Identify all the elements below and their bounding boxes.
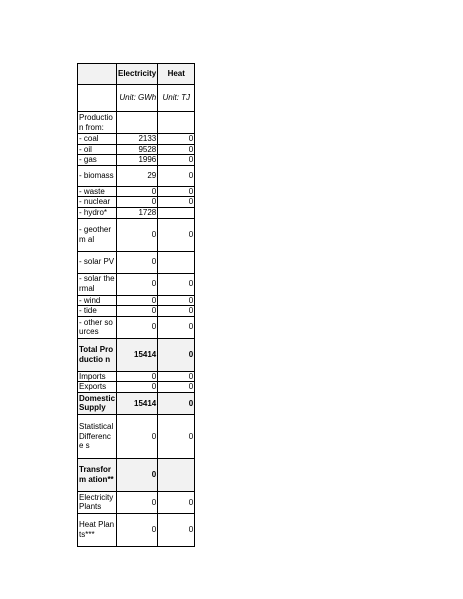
row-label: Domestic Supply	[79, 393, 116, 413]
row-electricity: 0	[117, 251, 158, 273]
row-label: - tide	[78, 306, 117, 317]
row-heat: 0	[158, 338, 195, 371]
row-electricity: 0	[117, 295, 158, 306]
table-row	[78, 207, 195, 218]
table-row	[78, 382, 195, 393]
unit-heat: Unit: TJ	[158, 85, 195, 112]
table-row	[78, 295, 195, 306]
row-electricity: 0	[117, 197, 158, 208]
row-heat: 0	[158, 392, 195, 414]
row-electricity: 2133	[117, 134, 158, 145]
row-electricity: 0	[117, 316, 158, 338]
row-electricity: 0	[117, 371, 158, 382]
row-heat: 0	[158, 382, 195, 393]
row-label: - solar PV	[78, 251, 117, 273]
row-heat: 0	[158, 186, 195, 197]
row-heat: 0	[158, 218, 195, 251]
table-row	[78, 112, 195, 134]
row-label: - wind	[78, 295, 117, 306]
table-row	[78, 165, 195, 186]
row-label: - oil	[78, 144, 117, 155]
row-electricity: 0	[117, 218, 158, 251]
row-heat: 0	[158, 295, 195, 306]
row-electricity: 1728	[117, 207, 158, 218]
transformation-row	[78, 458, 195, 491]
row-label: Total Productio n	[78, 338, 117, 371]
table-row	[78, 197, 195, 208]
row-label: - biomass	[78, 165, 117, 186]
row-heat	[158, 207, 195, 218]
table-row	[78, 414, 195, 458]
row-label: Exports	[78, 382, 117, 393]
units-label-cell	[78, 85, 117, 112]
row-electricity: 0	[117, 382, 158, 393]
row-electricity: 1996	[117, 155, 158, 166]
table-row	[78, 371, 195, 382]
row-heat: 0	[158, 144, 195, 155]
row-electricity: 15414	[117, 338, 158, 371]
total-production-row	[78, 338, 195, 371]
unit-electricity: Unit: GWh	[117, 85, 158, 112]
row-heat	[158, 458, 195, 491]
row-heat	[158, 112, 195, 134]
table-row	[78, 306, 195, 317]
domestic-supply-row	[78, 392, 195, 414]
row-label: - other sources	[78, 316, 117, 338]
row-heat: 0	[158, 197, 195, 208]
row-label: Transform ation**	[78, 458, 117, 491]
table-row	[78, 251, 195, 273]
table-row	[78, 513, 195, 546]
row-label: - gas	[78, 155, 117, 166]
row-heat	[158, 251, 195, 273]
row-heat: 0	[158, 134, 195, 145]
row-label: - coal	[78, 134, 117, 145]
row-heat: 0	[158, 491, 195, 513]
row-electricity	[117, 112, 158, 134]
row-electricity: 15414	[117, 392, 158, 414]
table-row	[78, 186, 195, 197]
row-electricity: 0	[117, 414, 158, 458]
row-label: - solar thermal	[79, 274, 115, 294]
row-heat: 0	[158, 165, 195, 186]
header-heat: Heat	[158, 64, 195, 85]
row-label: - hydro*	[78, 207, 117, 218]
table-row	[78, 273, 195, 295]
table-row	[78, 316, 195, 338]
table-row	[78, 134, 195, 145]
row-label: - waste	[78, 186, 117, 197]
row-label: Statistical Difference s	[78, 414, 117, 458]
row-label: - geotherm al	[78, 218, 117, 251]
table-row	[78, 144, 195, 155]
row-label: Heat Plants***	[78, 513, 117, 546]
header-row	[78, 64, 195, 85]
row-heat: 0	[158, 155, 195, 166]
header-label-cell	[78, 64, 117, 85]
table-row	[78, 155, 195, 166]
row-electricity: 29	[117, 165, 158, 186]
row-heat: 0	[158, 316, 195, 338]
row-electricity: 0	[117, 458, 158, 491]
row-electricity: 0	[117, 513, 158, 546]
energy-balance-table	[77, 63, 195, 547]
row-electricity: 0	[117, 306, 158, 317]
units-row	[78, 85, 195, 112]
row-electricity: 0	[117, 491, 158, 513]
row-heat: 0	[158, 371, 195, 382]
row-heat: 0	[158, 513, 195, 546]
table-row	[78, 491, 195, 513]
table-row	[78, 218, 195, 251]
row-electricity: 0	[117, 273, 158, 295]
row-heat: 0	[158, 273, 195, 295]
header-electricity: Electricity	[117, 64, 158, 85]
row-heat: 0	[158, 414, 195, 458]
row-electricity: 0	[117, 186, 158, 197]
row-label: Electricity Plants	[78, 491, 117, 513]
row-label: Productio n from:	[78, 112, 117, 134]
row-label: Imports	[78, 371, 117, 382]
row-heat: 0	[158, 306, 195, 317]
row-electricity: 9528	[117, 144, 158, 155]
row-label: - nuclear	[78, 197, 117, 208]
